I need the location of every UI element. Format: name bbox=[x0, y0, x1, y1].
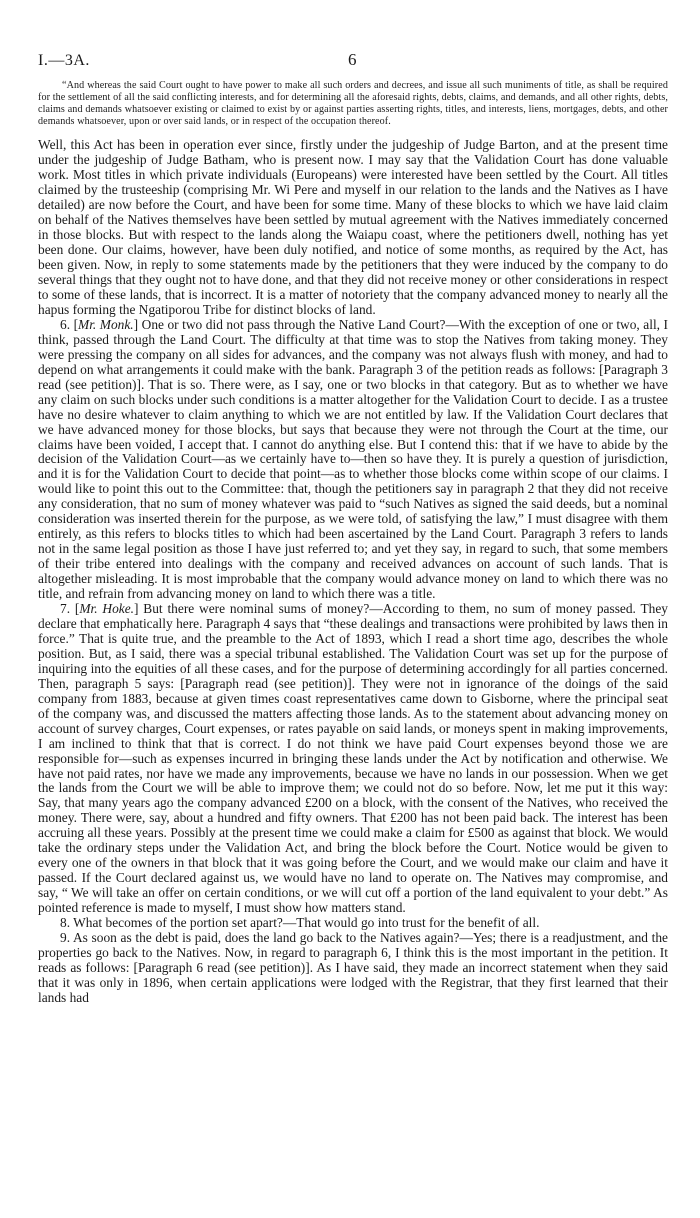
paragraph-continuation bbox=[38, 138, 668, 317]
page-header bbox=[38, 0, 668, 69]
paragraph-8 bbox=[38, 916, 668, 931]
paragraph-number: 7. bbox=[60, 601, 75, 617]
document-reference: I.—3A. bbox=[38, 52, 90, 69]
paragraph-text: ] One or two did not pass through the Native Land Court?—With the exception of one or two, all, I think, passed through the Land Court. The difficulty at that time was to stop the Natives from taking money. They were pressing the company on all sides for advances, and the company was not always flush with money, and had to depend on what arrangements it could make with the bank. Paragraph 3 of the petition reads as follows: [Paragraph 3 read (see petition)]. That is so. There were, as I say, one or two blocks in that category. But as to whether we have any claim on such blocks under such conditions is a matter altogether for the Validation Court to decide. I as a trustee have no desire whatever to claim anything to which we are not entitled by law. If the Validation Court declares that we have advanced money for those blocks, but says that because they were not through the Court at the time, our claims have been voided, I accept that. I cannot do anything else. But I contend this: that if we have to abide by the decision of the Validation Court—as we certainly have to—then so have they. It is purely a question of jurisdiction, and it is for the Validation Court to decide that point—as to whether those blocks come within scope of our claims. I would like to point this out to the Committee: that, though the petitioners say in paragraph 2 that they did not receive any consideration, that no sum of money whatever was paid to “such Natives as signed the said deeds, but a nominal consideration was inserted therein for the purpose, as we were told, of satisfying the law,” I must disagree with them entirely, as this refers to blocks titles to which had been ascertained by the Land Court. Paragraph 3 refers to lands not in the same legal position as those I have just referred to; and yet they say, in regard to such, that some members of their tribe entered into dealings with the company and received advances on account of such lands. That is altogether misleading. It is most improbable that the company would advance money on land to which there was no title, and refrain from advancing money on land to which there was a title. bbox=[38, 316, 669, 602]
paragraph-9 bbox=[38, 931, 668, 1006]
page-number: 6 bbox=[348, 50, 357, 69]
paragraph-7: 7. [Mr. Hoke.] But there were nominal sums of money?—According to them, no sum of money passed. They declare that emphatically here. Paragraph 4 says that “these dealings and transactions were prohibited by laws then in force.” That is quite true, and the preamble to the Act of 1893, which I read a short time ago, describes the whole position. But, as I said, there was a special tribunal established. The Validation Court was set up for the purpose of inquiring into the equities of all these cases, and for the purpose of determining accordingly for all parties concerned. Then, paragraph 5 says: [Paragraph read (see petition)]. They were not in ignorance of the doings of the said company from 1883, because at given times coast representatives came down to Gisborne, where the principal seat of the company was, and discussed the matters affecting those lands. As to the statement about advancing money on account of survey charges, Court expenses, or rates payable on said lands, or moneys spent in making improvements, I am inclined to think that that is correct. I do not think we have paid Court expenses beyond those we are responsible for—such as expenses incurred in bringing these lands under the Act by notification and otherwise. We have not paid rates, nor have we made any improvements, because we have no lands in our possession. When we get the lands from the Court we will be able to improve them; we could not do so before. Now, let me put it this way: Say, that many years ago the company advanced £200 on a block, with the consent of the Natives, who received the money. There were, say, about a hundred and fifty owners. That £200 has not been paid back. The interest has been accruing all these years. Possibly at the present time we could make a claim for £500 as against that block. We would take the ordinary steps under the Validation Act, and bring the block before the Court. Notice would be given to every one of the owners in that block that it was going before the Court, and we would make our claim and have it passed. If the Court declared against us, we would have no land to operate on. The Natives may compromise, and say, “ We will take an offer on certain conditions, or we will cut off a portion of the land equivalent to your debt.” As pointed reference is made to myself, I must show how matters stand. bbox=[38, 601, 668, 916]
paragraph-text: ] But there were nominal sums of money?—According to them, no sum of money passed. They declare that emphatically here. Paragraph 4 says that “these dealings and transactions were prohibited by laws then in force.” That is quite true, and the preamble to the Act of 1893, which I read a short time ago, describes the whole position. But, as I said, there was a special tribunal established. The Validation Court was set up for the purpose of inquiring into the equities of all these cases, and for the purpose of determining accordingly for all parties concerned. Then, paragraph 5 says: [Paragraph read (see petition)]. They were not in ignorance of the doings of the said company from 1883, because at given times coast representatives came down to Gisborne, where the principal seat of the company was, and discussed the matters affecting those lands. As to the statement about advancing money on account of survey charges, Court expenses, or rates payable on said lands, or moneys spent in making improvements, I am inclined to think that that is correct. I do not think we have paid Court expenses beyond those we are responsible for—such as expenses incurred in bringing these lands under the Act by notification and otherwise. We have not paid rates, nor have we made any improvements, because we have no lands in our possession. When we get the lands from the Court we will be able to improve them; we could not do so before. Now, let me put it this way: Say, that many years ago the company advanced £200 on a block, with the consent of the Natives, who received the money. There were, say, about a hundred and fifty owners. That £200 has not been paid back. The interest has been accruing all these years. Possibly at the present time we could make a claim for £500 as against that block. We would take the ordinary steps under the Validation Act, and bring the block before the Court. Notice would be given to every one of the owners in that block that it was going before the Court, and we would make our claim and have it passed. If the Court declared against us, we would have no land to operate on. The Natives may compromise, and say, “ We will take an offer on certain conditions, or we will cut off a portion of the land equivalent to your debt.” As pointed reference is made to myself, I must show how matters stand. bbox=[38, 601, 668, 916]
body-text bbox=[38, 138, 668, 1005]
paragraph-number: 6. bbox=[60, 316, 74, 332]
paragraph-text: As soon as the debt is paid, does the land go back to the Natives again?—Yes; there is a readjustment, and the properties go back to the Natives. Now, in regard to paragraph 6, I think this is the most important in the petition. It reads as follows: [Paragraph 6 read (see petition)]. As I have said, they made an incorrect statement when they said that it was only in 1896, when certain applications were lodged with the Registrar, that they first learned that their lands had bbox=[38, 929, 668, 1005]
paragraph-number: 8. bbox=[60, 915, 74, 931]
paragraph-text: What becomes of the portion set apart?—That would go into trust for the benefit of all. bbox=[73, 915, 540, 931]
paragraph-6: 6. [Mr. Monk.] One or two did not pass through the Native Land Court?—With the exception of one or two, all, I think, passed through the Land Court. The difficulty at that time was to stop the Natives from taking money. They were pressing the company on all sides for advances, and the company was not always flush with money, and had to depend on what arrangements it could make with the bank. Paragraph 3 of the petition reads as follows: [Paragraph 3 read (see petition)]. That is so. There were, as I say, one or two blocks in that category. But as to whether we have any claim on such blocks under such conditions is a matter altogether for the Validation Court to decide. I as a trustee have no desire whatever to claim anything to which we are not entitled by law. If the Validation Court declares that we have advanced money for those blocks, but says that because they were not through the Court at the time, our claims have been voided, I accept that. I cannot do anything else. But I contend this: that if we have to abide by the decision of the Validation Court—as we certainly have to—then so have they. It is purely a question of jurisdiction, and it is for the Validation Court to decide that point—as to whether those blocks come within scope of our claims. I would like to point this out to the Committee: that, though the petitioners say in paragraph 2 that they did not receive any consideration, that no sum of money whatever was paid to “such Natives as signed the said deeds, but a nominal consideration was inserted therein for the purpose, as we were told, of satisfying the law,” I must disagree with them entirely, as this refers to blocks titles to which had been ascertained by the Land Court. Paragraph 3 refers to lands not in the same legal position as those I have just referred to; and yet they say, in regard to such, that some members of their tribe entered into dealings with the company and received advances on account of such lands. That is altogether misleading. It is most improbable that the company would advance money on land to which there was no title, and refrain from advancing money on land to which there was a title. bbox=[38, 316, 669, 602]
paragraph-number: 9. bbox=[60, 929, 73, 945]
speaker-name: Mr. Monk. bbox=[78, 316, 134, 332]
paragraph-text: Well, this Act has been in operation ever since, firstly under the judgeship of Judge Barton, and at the present time under the judgeship of Judge Batham, who is present now. I may say that the Validation Court has done valuable work. Most titles in which private individuals (Europeans) were interested have been settled by the Court. All titles claimed by the trusteeship (comprising Mr. Wi Pere and myself in our relation to the lands and the Natives as I have detailed) are now before the Court, and have been for some time. Many of these blocks to which we have laid claim on behalf of the Natives themselves have been settled by mutual agreement with the Natives immediately concerned in those blocks. But with respect to the lands along the Waiapu coast, where the petitioners dwell, nothing has yet been done. Our claims, however, have been duly notified, and notice of some months, as required by the Act, has been given. Now, in reply to some statements made by the petitioners that they were induced by the company to do several things that they ought not to have done, and that they did not receive money or other considerations in respect to some of these lands, that is incorrect. It is a matter of notoriety that the company advanced money to nearly all the hapus forming the Ngatiporou Tribe for distinct blocks of land. bbox=[38, 137, 668, 317]
speaker-name: Mr. Hoke. bbox=[79, 601, 134, 617]
quoted-preamble: “And whereas the said Court ought to have power to make all such orders and decrees, and issue all such muniments of title, as shall be required for the settlement of all the said conflicting interests, and for determining all the aforesaid rights, debts, claims, and demands, and all other rights, debts, claims and demands whatsoever existing or claimed to exist by or against parties asserting rights, titles, and interests, liens, mortgages, debts, and other demands whatsoever, upon or over said lands, or in respect of the occupation thereof. bbox=[38, 80, 668, 128]
document-page bbox=[38, 0, 668, 1006]
